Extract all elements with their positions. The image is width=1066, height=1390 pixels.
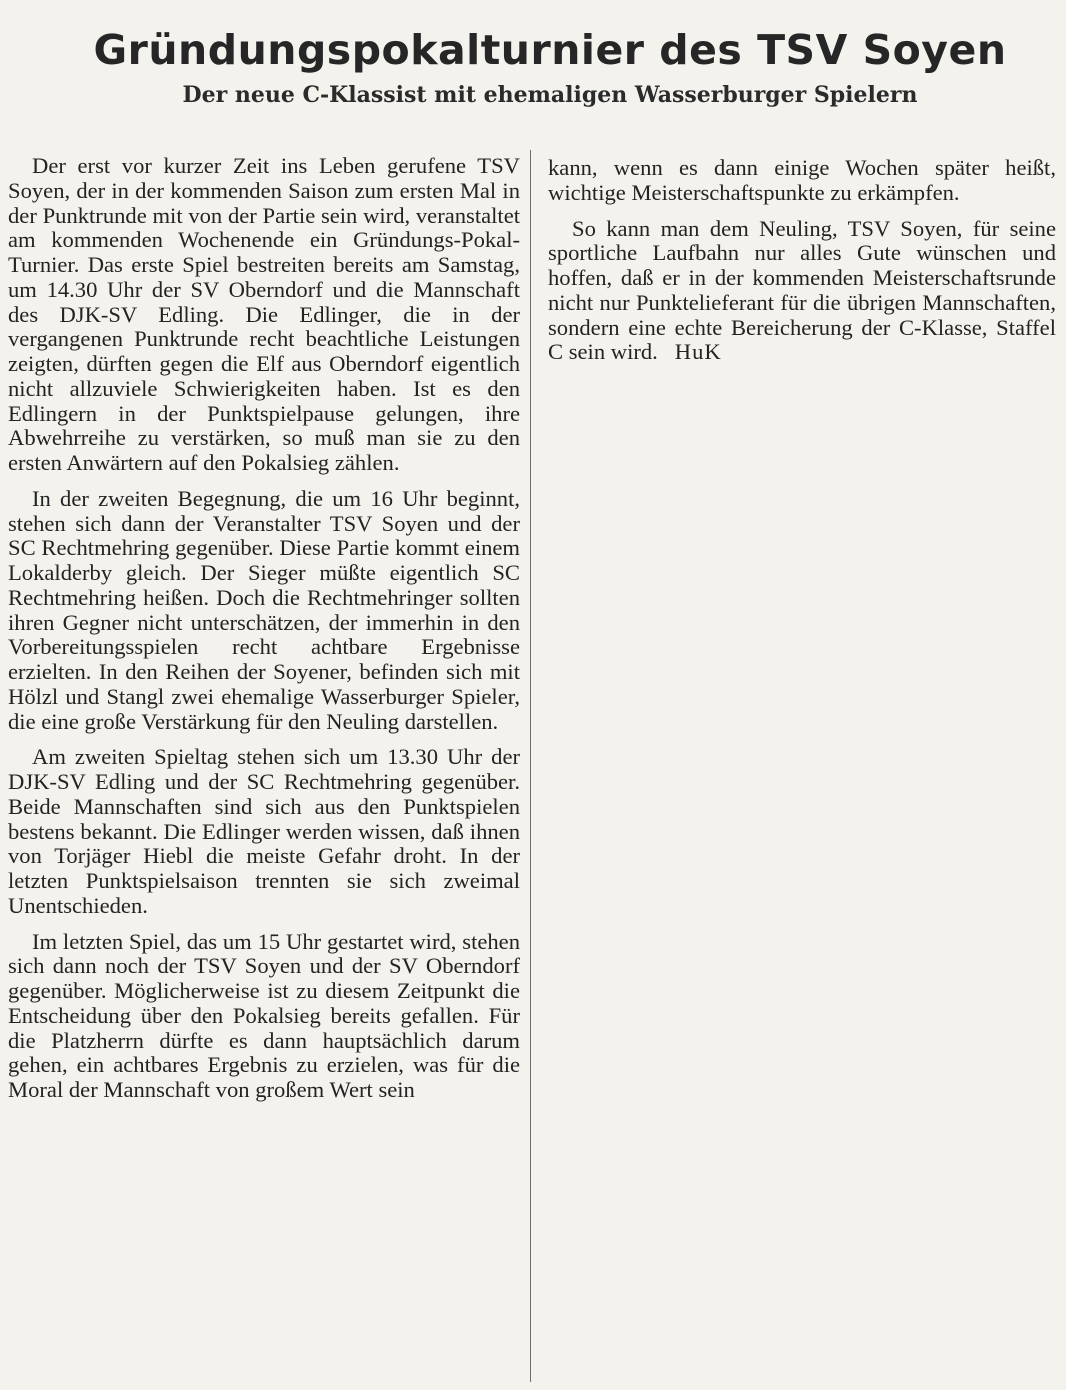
article-paragraph: In der zweiten Begegnung, die um 16 Uhr beginnt, stehen sich dann der Veranstalter TSV Soyen und der SC Rechtmehring gegenüber. Diese Partie kommt einem Lokalderby gleich. Der Sieger müßte eigentlich SC Rechtmehring heißen. Doch die Rechtmehringer sollten ihren Gegner nicht unterschätzen, der immerhin in den Vorbereitungsspielen recht achtbare Ergebnisse erzielten. In den Reihen der Soyener, befinden sich mit Hölzl und Stangl zwei ehemalige Wasserburger Spieler, die eine große Verstärkung für den Neuling darstellen. bbox=[8, 485, 520, 734]
author-signature: HuK bbox=[674, 339, 722, 365]
article-column-right bbox=[548, 156, 1056, 376]
article-paragraph: Am zweiten Spieltag stehen sich um 13.30 Uhr der DJK-SV Edling und der SC Rechtmehring gegenüber. Beide Mannschaften sind sich aus den Punktspielen bestens bekannt. Die Edlinger werden wissen, daß ihnen von Torjäger Hiebl die meiste Gefahr droht. In der letzten Punktspielsaison trennten sie sich zweimal Unentschieden. bbox=[8, 744, 520, 918]
article-column-left bbox=[8, 154, 520, 1114]
article-paragraph: Im letzten Spiel, das um 15 Uhr gestartet wird, stehen sich dann noch der TSV Soyen und der SV Oberndorf gegenüber. Möglicherweise ist zu diesem Zeitpunkt die Entscheidung über den Pokalsieg bereits gefallen. Für die Platzherrn dürfte es dann hauptsächlich darum gehen, ein achtbares Ergebnis zu erzielen, was für die Moral der Mannschaft von großem Wert sein bbox=[8, 928, 520, 1102]
subheadline: Der neue C-Klassist mit ehemaligen Wasserburger Spielern bbox=[182, 82, 918, 108]
headline: Gründungspokalturnier des TSV Soyen bbox=[93, 26, 1007, 74]
article-paragraph: Der erst vor kurzer Zeit ins Leben gerufene TSV Soyen, der in der kommenden Saison zum ersten Mal in der Punktrunde mit von der Partie sein wird, veranstaltet am kommenden Wochenende ein Gründungs-Pokal-Turnier. Das erste Spiel bestreiten bereits am Samstag, um 14.30 Uhr der SV Oberndorf und die Mannschaft des DJK-SV Edling. Die Edlinger, die in der vergangenen Punktrunde recht beachtliche Leistungen zeigten, dürften gegen die Elf aus Oberndorf eigentlich nicht allzuviele Schwierigkeiten haben. Ist es den Edlingern in der Punktspielpause gelungen, ihre Abwehrreihe zu verstärken, so muß man sie zu den ersten Anwärtern auf den Pokalsieg zählen. bbox=[8, 153, 520, 475]
article-paragraph-last bbox=[548, 217, 1056, 366]
article-paragraph: kann, wenn es dann einige Wochen später heißt, wichtige Meisterschaftspunkte zu erkämpfen. bbox=[548, 155, 1056, 205]
column-divider bbox=[530, 150, 531, 1382]
article-paragraph-text: So kann man dem Neuling, TSV Soyen, für seine sportliche Laufbahn nur alles Gute wünschen und hoffen, daß er in der kommenden Meisterschaftsrunde nicht nur Punktelieferant für die übrigen Mannschaften, sondern eine echte Bereicherung der C-Klasse, Staffel C sein wird. bbox=[548, 215, 1056, 365]
